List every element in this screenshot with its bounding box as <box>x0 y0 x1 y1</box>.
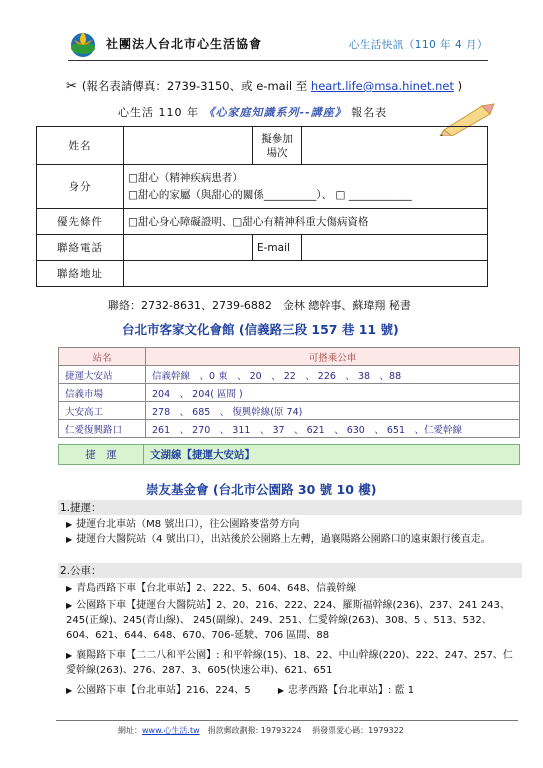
venue1-title: 台北市客家文化會館 (信義路三段 157 巷 11 號) <box>122 322 399 337</box>
form-title-prefix: 心生活 110 年 <box>118 106 204 119</box>
bus-table-header <box>59 348 520 366</box>
bus-header-routes: 可搭乘公車 <box>146 348 520 366</box>
phone-label: 聯絡電話 <box>37 235 124 261</box>
association-logo <box>68 28 98 58</box>
sessions-label: 擬參加場次 <box>253 127 302 165</box>
list-item <box>66 581 518 596</box>
bus-routes: 信義幹線 、0 東 、 20 、 22 、 226 、 38 、88 <box>146 366 520 384</box>
bullet-icon: ▶ <box>66 686 73 695</box>
list-item-text: 公園路下車【台北車站】216、224、5 <box>76 685 251 696</box>
mail-suffix: ) <box>454 79 463 93</box>
list-item-text: 捷運台北車站（M8 號出口），往公園路麥當勞方向 <box>76 519 300 530</box>
bullet-icon: ▶ <box>66 535 73 544</box>
name-field[interactable] <box>124 127 253 165</box>
list-item <box>66 598 518 643</box>
phone-field[interactable] <box>124 235 253 261</box>
table-row <box>59 402 520 420</box>
address-label: 聯絡地址 <box>37 261 124 287</box>
mrt-label: 捷 運 <box>59 445 144 465</box>
site-link[interactable]: www.心生活.tw <box>142 726 200 735</box>
table-row <box>59 420 520 438</box>
registration-form <box>36 126 488 287</box>
email-label: E-mail <box>253 235 302 261</box>
bullet-icon: ▶ <box>66 601 73 610</box>
bus-routes: 278 、 685 、 復興幹線(原 74) <box>146 402 520 420</box>
fax-text: (報名表請傳真：2739-3150、或 e-mail 至 <box>81 79 311 93</box>
list-item-text: 青島西路下車【台北車站】2、222、5、604、648、信義幹線 <box>76 583 357 594</box>
contact-line: 聯絡：2732-8631、2739-6882 金林 總幹事、蘇瑋翔 秘書 <box>108 299 411 312</box>
list-item-text: 襄陽路下車【二二八和平公園】: 和平幹線(15)、18、22、中山幹線(220)、222、247、257、仁愛幹線(263)、276、287、3、605(快速公車)、621、651 <box>66 650 513 676</box>
registration-note <box>66 78 462 94</box>
scissors-icon: ✂ <box>66 79 77 94</box>
email-field[interactable] <box>302 235 488 261</box>
bus-stop-name: 大安高工 <box>59 402 146 420</box>
name-label: 姓名 <box>37 127 124 165</box>
bus-routes: 261 、 270 、 311 、 37 、 621 、 630 、 651 、仁愛幹線 <box>146 420 520 438</box>
address-field[interactable] <box>124 261 488 287</box>
venue1-mrt-table <box>58 444 520 465</box>
publication-issue: 心生活快訊（110 年 4 月） <box>348 39 488 51</box>
bullet-icon: ▶ <box>66 651 73 660</box>
list-item <box>66 532 518 547</box>
email-link[interactable]: heart.life@msa.hinet.net <box>310 79 455 93</box>
list-item <box>66 683 518 698</box>
list-item <box>66 648 518 678</box>
venue2-title: 崇友基金會 (台北市公園路 30 號 10 樓) <box>146 482 377 497</box>
list-item-text: 公園路下車【捷運台大醫院站】2、20、216、222、224、羅斯福幹線(236)、237、241 243、245(正線)、245(青山線)、 245(副線)、249、251、仁愛幹線(263)、308、5 、513、532、604、621、644、648、670、706-延駛、706 區間、88 <box>66 600 510 641</box>
identity-label: 身分 <box>37 165 124 209</box>
identity-options[interactable] <box>124 165 488 209</box>
identity-option-family[interactable]: □甜心的家屬（與甜心的關係__________）、 □ ____________ <box>128 188 412 201</box>
bullet-icon: ▶ <box>66 584 73 593</box>
org-name: 社團法人台北市心生活協會 <box>106 37 263 51</box>
bus-stop-name: 捷運大安站 <box>59 366 146 384</box>
footer <box>118 725 404 736</box>
bus-stop-name: 信義市場 <box>59 384 146 402</box>
bullet-icon: ▶ <box>277 686 285 695</box>
priority-options[interactable]: □甜心身心障礙證明、□甜心有精神科重大傷病資格 <box>124 209 488 235</box>
bus-header-stop: 站名 <box>59 348 146 366</box>
sessions-field[interactable] <box>302 127 488 165</box>
venue1-bus-table <box>58 347 520 438</box>
header <box>68 28 488 60</box>
site-label: 網址： <box>118 726 142 735</box>
mrt-heading: 1.捷運： <box>58 500 522 515</box>
list-item-text: 忠孝西路【台北車站】: 藍 1 <box>288 685 415 696</box>
bus-heading: 2.公車： <box>58 563 522 578</box>
identity-option-patient[interactable]: □甜心（精神疾病患者） <box>128 171 243 184</box>
list-item <box>66 517 518 532</box>
priority-label: 優先條件 <box>37 209 124 235</box>
donation-info: 捐款郵政劃撥: 19793224 捐發票愛心碼：1979322 <box>199 726 404 735</box>
form-title-series: 《心家庭知識系列--講座》 <box>203 106 347 119</box>
bus-stop-name: 仁愛復興路口 <box>59 420 146 438</box>
table-row <box>59 445 520 465</box>
table-row <box>59 366 520 384</box>
list-item-text: 捷運台大醫院站（4 號出口），出站後於公園路上左轉，過襄陽路公園路口的遠東銀行後直走。 <box>76 534 491 545</box>
bus-routes: 204 、 204( 區間 ) <box>146 384 520 402</box>
form-title-suffix: 報名表 <box>346 106 388 119</box>
mrt-value: 文湖線【捷運大安站】 <box>144 445 520 465</box>
footer-divider <box>56 720 518 721</box>
form-title <box>118 104 387 120</box>
table-row <box>59 384 520 402</box>
bullet-icon: ▶ <box>66 520 73 529</box>
header-divider <box>68 60 488 61</box>
